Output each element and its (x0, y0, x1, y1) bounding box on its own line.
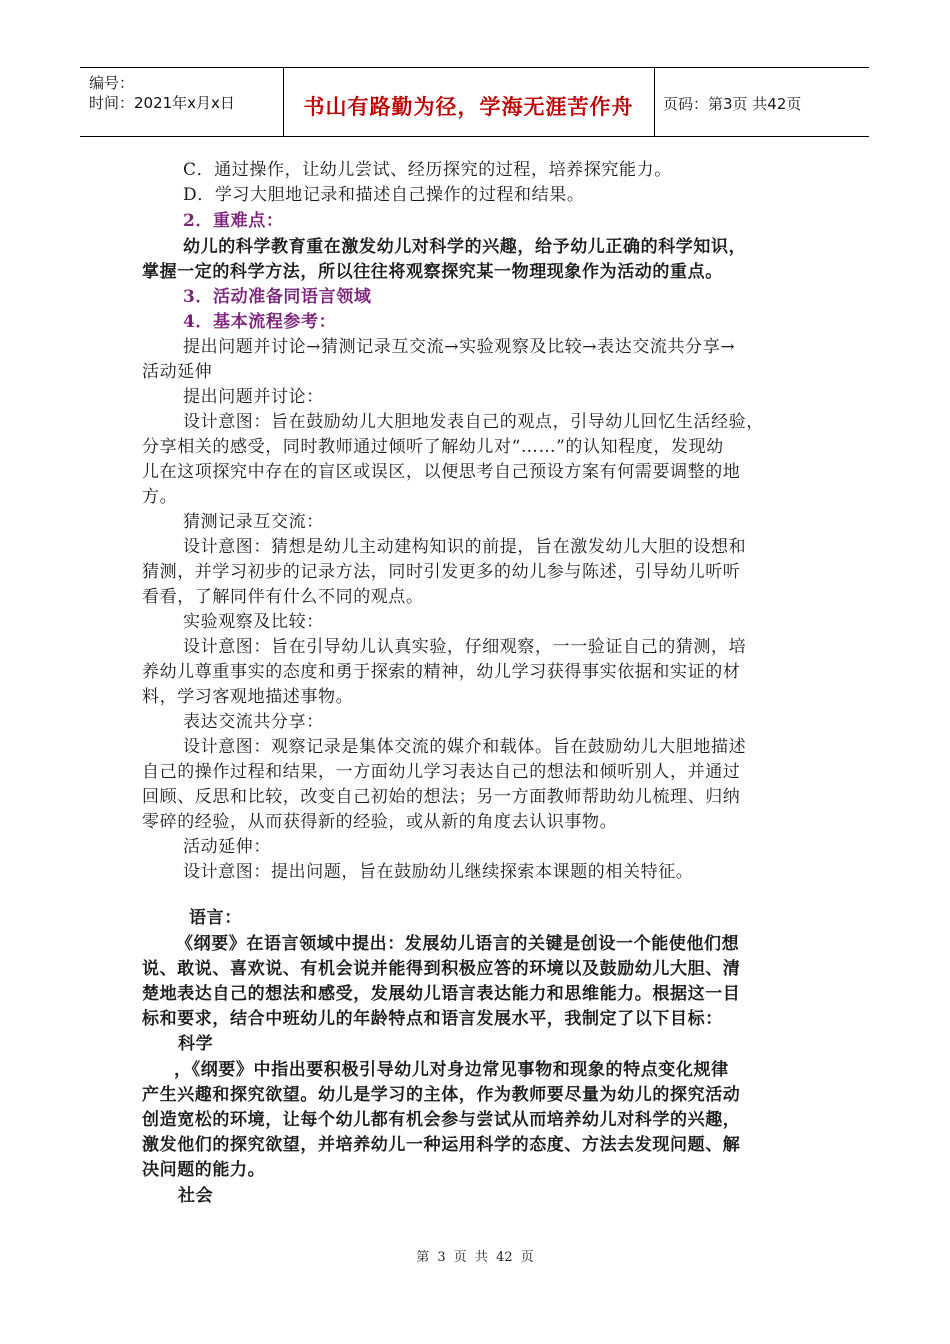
section-label: 提出问题并讨论： (183, 387, 324, 407)
header-meta-cell (80, 68, 284, 136)
paragraph-line: 自己的操作过程和结果，一方面幼儿学习表达自己的想法和倾听别人，并通过 (142, 762, 741, 782)
paragraph-line: 掌握一定的科学方法，所以往往将观察探究某一物理现象作为活动的重点。 (142, 262, 723, 282)
paragraph-line: 设计意图：观察记录是集体交流的媒介和载体。旨在鼓励幼儿大胆地描述 (183, 737, 747, 757)
key-points-heading: 2．重难点： (183, 211, 284, 231)
document-code-label: 编号： (89, 74, 135, 92)
paragraph-line: 设计意图：猜想是幼儿主动建构知识的前提，旨在激发幼儿大胆的设想和 (183, 537, 747, 557)
paragraph-line: 零碎的经验，从而获得新的经验，或从新的角度去认识事物。 (142, 812, 618, 832)
process-heading: 4．基本流程参考： (183, 312, 337, 332)
science-heading: 科学 (178, 1034, 214, 1054)
page-footer: 第 3 页 共 42 页 (416, 1250, 534, 1265)
paragraph-line: 楚地表达自己的想法和感受，发展幼儿语言表达能力和思维能力。根据这一目 (142, 984, 741, 1004)
paragraph-line: ，《纲要》中指出要积极引导幼儿对身边常见事物和现象的特点变化规律 (174, 1060, 729, 1080)
header-page-cell (654, 68, 869, 136)
paragraph-line: 决问题的能力。 (142, 1160, 266, 1180)
paragraph-line: 养幼儿尊重事实的态度和勇于探索的精神，幼儿学习获得事实依据和实证的材 (142, 662, 741, 682)
paragraph-line: 幼儿的科学教育重在激发幼儿对科学的兴趣，给予幼儿正确的科学知识， (183, 237, 747, 257)
paragraph-line: 回顾、反思和比较，改变自己初始的想法；另一方面教师帮助幼儿梳理、归纳 (142, 787, 741, 807)
paragraph-line: 创造宽松的环境，让每个幼儿都有机会参与尝试从而培养幼儿对科学的兴趣， (142, 1110, 741, 1130)
paragraph-line: 分享相关的感受，同时教师通过倾听了解幼儿对“……”的认知程度，发现幼 (142, 437, 724, 457)
section-label: 实验观察及比较： (183, 612, 324, 632)
section-label: 表达交流共分享： (183, 712, 324, 732)
society-heading: 社会 (178, 1186, 214, 1206)
section-label: 猜测记录互交流： (183, 512, 324, 532)
paragraph-line: 提出问题并讨论→猜测记录互交流→实验观察及比较→表达交流共分享→ (183, 337, 736, 357)
paragraph-line: 产生兴趣和探究欲望。幼儿是学习的主体，作为教师要尽量为幼儿的探究活动 (142, 1085, 741, 1105)
header-motto: 书山有路勤为径，学海无涯苦作舟 (303, 95, 634, 119)
page-header (80, 67, 869, 137)
paragraph-line: 儿在这项探究中存在的盲区或误区，以便思考自己预设方案有何需要调整的地 (142, 462, 741, 482)
paragraph-line: 方。 (142, 487, 178, 507)
paragraph-line: 看看，了解同伴有什么不同的观点。 (142, 587, 424, 607)
paragraph-line: 设计意图：提出问题，旨在鼓励幼儿继续探索本课题的相关特征。 (183, 862, 694, 882)
paragraph-line: 活动延伸 (142, 362, 213, 382)
paragraph-line: 说、敢说、喜欢说、有机会说并能得到积极应答的环境以及鼓励幼儿大胆、清 (142, 959, 741, 979)
paragraph-line: 标和要求，结合中班幼儿的年龄特点和语言发展水平，我制定了以下目标： (142, 1009, 723, 1029)
option-d-line: D．学习大胆地记录和描述自己操作的过程和结果。 (183, 185, 585, 205)
paragraph-line: 设计意图：旨在鼓励幼儿大胆地发表自己的观点，引导幼儿回忆生活经验， (183, 412, 764, 432)
option-c-line: C．通过操作，让幼儿尝试、经历探究的过程，培养探究能力。 (183, 160, 672, 180)
paragraph-line: 激发他们的探究欲望，并培养幼儿一种运用科学的态度、方法去发现问题、解 (142, 1135, 741, 1155)
document-date-label: 时间：2021年x月x日 (89, 94, 235, 112)
paragraph-line: 料，学习客观地描述事物。 (142, 687, 354, 707)
language-heading: 语言： (189, 908, 242, 928)
paragraph-line: 设计意图：旨在引导幼儿认真实验，仔细观察，一一验证自己的猜测，培 (183, 637, 747, 657)
header-page-info: 页码：第3页 共42页 (663, 95, 802, 113)
paragraph-line: 猜测，并学习初步的记录方法，同时引发更多的幼儿参与陈述，引导幼儿听听 (142, 562, 741, 582)
header-motto-cell (283, 68, 655, 136)
section-label: 活动延伸： (183, 837, 271, 857)
paragraph-line: 《纲要》在语言领域中提出：发展幼儿语言的关键是创设一个能使他们想 (176, 934, 740, 954)
preparation-heading: 3．活动准备同语言领域 (183, 287, 372, 307)
